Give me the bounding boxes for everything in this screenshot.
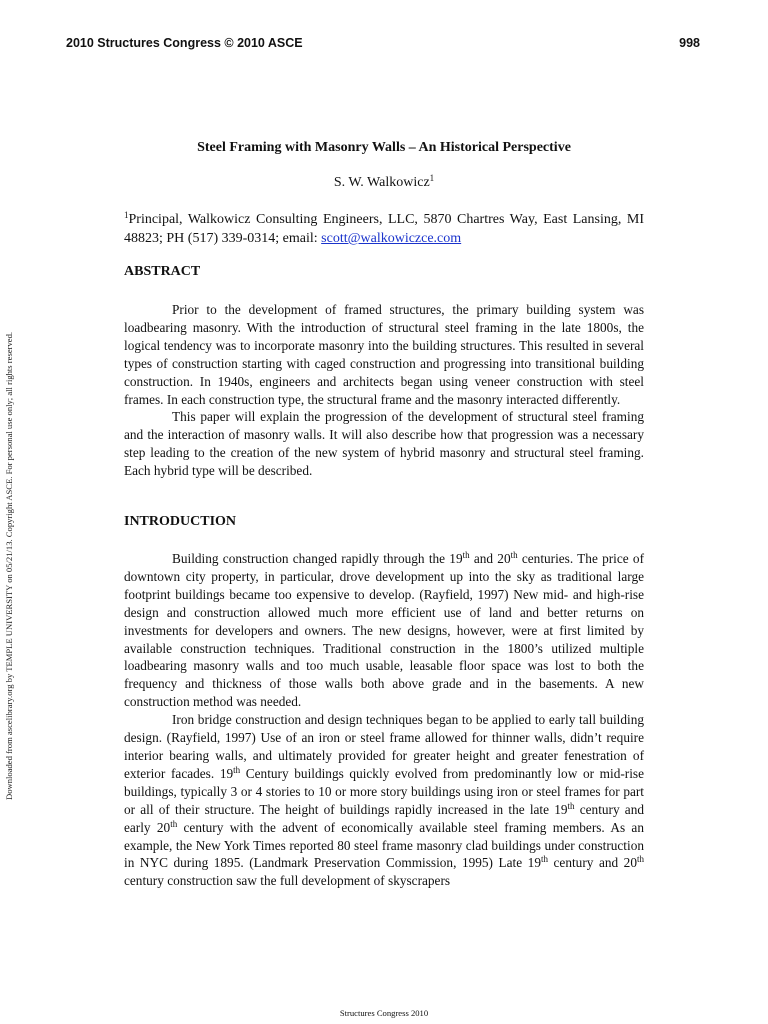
paper-title: Steel Framing with Masonry Walls – An Historical Perspective	[197, 140, 571, 155]
ordinal-suffix: th	[567, 800, 575, 811]
abstract-paragraph-1: Prior to the development of framed structures, the primary building system was loadbearing masonry. With the introduction of structural steel framing in the late 1800s, the logical tendency was to incorporate masonry into the building structures. This resulted in several types of construction starting with caged construction and progressing into transitional building construction. In 1940s, engineers and architects began using veneer construction with steel frames. In each construction type, the structural frame and the masonry interacted differently.	[124, 302, 644, 407]
intro-p1-text-a: Building construction changed rapidly through the 19	[172, 551, 463, 566]
ordinal-suffix: th	[462, 550, 470, 560]
author-line	[124, 175, 644, 191]
intro-p1-text-c: centuries. The price of downtown city property, in particular, drove development up into the sky as traditional large footprint buildings became too expensive to develop. (Rayfield, 1997) New mid- and high-rise design and construction allowed much more efficient use of land and better returns on investments for developers and owners. The new designs, however, were at first limited by available construction techniques. Traditional construction in the 1800’s utilized multiple loadbearing masonry walls and too much usable, leasable floor space was lost to both the frequency and thickness of those walls both above grade and in the basements. A new construction method was needed.	[124, 551, 644, 710]
affiliation-text: Principal, Walkowicz Consulting Engineers, LLC, 5870 Chartres Way, East Lansing, MI 48823; PH (517) 339-0314; email:	[124, 212, 644, 246]
page-footer: Structures Congress 2010	[339, 1008, 429, 1018]
affiliation	[124, 210, 644, 248]
abstract-paragraph-2: This paper will explain the progression of the development of structural steel framing and the interaction of masonry walls. It will also describe how that progression was a necessary step leading to the creation of the new system of hybrid masonry and structural steel framing. Each hybrid type will be described.	[124, 409, 644, 479]
intro-paragraph-2	[124, 711, 644, 890]
ordinal-suffix: th	[233, 764, 241, 775]
intro-p2-text-e: century and 20	[547, 855, 637, 871]
intro-p2-text-f: century construction saw the full development of skyscrapers	[124, 873, 451, 889]
ordinal-suffix: th	[170, 818, 178, 829]
intro-p2-text-b: Century buildings quickly evolved from predominantly low or mid-rise buildings, typically 3 or 4 stories to 10 or more story buildings using iron or steel frames for part or all of their structure. The height of buildings rapidly increased in the late 19	[124, 765, 644, 817]
running-header	[66, 36, 700, 50]
page-number: 998	[679, 36, 700, 50]
abstract-heading: ABSTRACT	[124, 264, 201, 279]
affiliation-footnote-mark: 1	[124, 210, 129, 220]
author-name: S. W. Walkowicz	[333, 175, 430, 190]
introduction-body	[124, 550, 644, 890]
ordinal-suffix: th	[540, 854, 548, 865]
email-link[interactable]: scott@walkowiczce.com	[321, 231, 462, 246]
abstract-body	[124, 301, 644, 480]
intro-p2-text-d: century with the advent of economically available steel framing members. As an example, the New York Times reported 80 steel frame masonry clad buildings under construction in NYC during 1895. (Landmark Preservation Commission, 1995) Late 19	[124, 819, 644, 871]
intro-paragraph-1	[124, 550, 644, 711]
intro-p2-text-a: Iron bridge construction and design techniques began to be applied to early tall building design. (Rayfield, 1997) Use of an iron or steel frame allowed for thinner walls, didn’t require interior bearing walls, and ultimately provided for greater height and greater fenestration of exterior facades. 19	[124, 712, 644, 781]
intro-p2-text-c: century and early 20	[124, 801, 644, 835]
journal-header: 2010 Structures Congress © 2010 ASCE	[66, 36, 303, 50]
author-footnote-mark: 1	[429, 173, 435, 183]
introduction-heading: INTRODUCTION	[124, 514, 237, 529]
ordinal-suffix: th	[510, 550, 518, 560]
download-notice: Downloaded from ascelibrary.org by TEMPLE UNIVERSITY on 05/21/13. Copyright ASCE. For personal use only; all rights reserved.	[4, 331, 14, 800]
ordinal-suffix: th	[636, 854, 644, 865]
intro-p1-text-b: and 20	[469, 551, 511, 566]
